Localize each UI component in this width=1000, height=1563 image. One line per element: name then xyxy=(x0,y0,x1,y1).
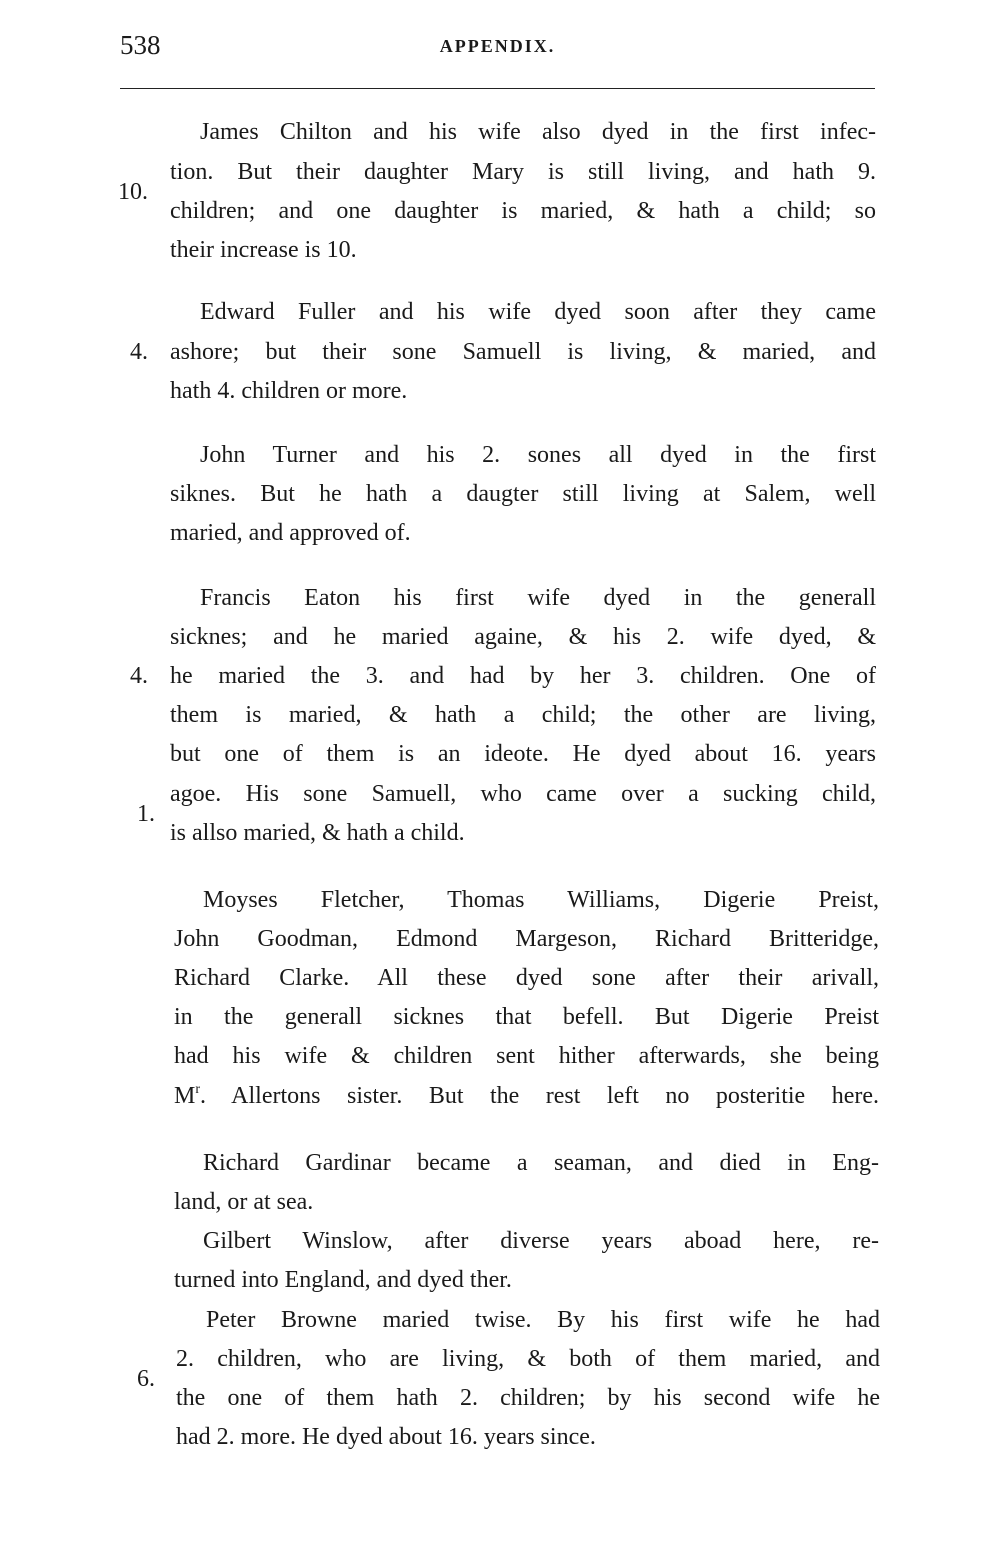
text-line: turned into England, and dyed ther. xyxy=(174,1267,512,1293)
text-line: Peter Browne maried twise. By his first wife he had xyxy=(206,1307,880,1333)
text-line: he maried the 3. and had by her 3. children. One of xyxy=(170,663,876,689)
margin-number: 4. xyxy=(130,339,148,365)
page-header xyxy=(120,30,875,70)
text-line: had 2. more. He dyed about 16. years since. xyxy=(176,1424,596,1450)
margin-number: 4. xyxy=(130,663,148,689)
text-line: Richard Clarke. All these dyed sone after their arivall, xyxy=(174,965,879,991)
text-line: agoe. His sone Samuell, who came over a sucking child, xyxy=(170,781,876,807)
text-line: ashore; but their sone Samuell is living, & maried, and xyxy=(170,339,876,365)
text-line: Richard Gardinar became a seaman, and died in Eng- xyxy=(203,1150,879,1176)
text-line: Moyses Fletcher, Thomas Williams, Digerie Preist, xyxy=(203,887,879,913)
text-line: Gilbert Winslow, after diverse years aboad here, re- xyxy=(203,1228,879,1254)
text-line: had his wife & children sent hither afterwards, she being xyxy=(174,1043,879,1069)
margin-number: 10. xyxy=(118,179,148,205)
running-title: APPENDIX. xyxy=(439,36,556,56)
text-line: siknes. But he hath a daugter still living at Salem, well xyxy=(170,481,876,507)
text-line: but one of them is an ideote. He dyed about 16. years xyxy=(170,741,876,767)
text-line: maried, and approved of. xyxy=(170,520,411,546)
text-line: land, or at sea. xyxy=(174,1189,314,1215)
abbreviation-mr: $M^r$ xyxy=(174,1082,201,1109)
text-line: John Turner and his 2. sones all dyed in the first xyxy=(200,442,876,468)
header-rule xyxy=(120,88,875,89)
text-line: children; and one daughter is maried, & hath a child; so xyxy=(170,198,876,224)
text-line: their increase is 10. xyxy=(170,237,357,263)
text-line: hath 4. children or more. xyxy=(170,378,408,404)
text-line: sicknes; and he maried againe, & his 2. wife dyed, & xyxy=(170,624,876,650)
text-line: the one of them hath 2. children; by his second wife he xyxy=(176,1385,880,1411)
text-line: them is maried, & hath a child; the other are living, xyxy=(170,702,876,728)
margin-number: 6. xyxy=(137,1366,155,1392)
text-line: tion. But their daughter Mary is still living, and hath 9. xyxy=(170,159,876,185)
margin-number: 1. xyxy=(137,801,155,827)
text-line: Edward Fuller and his wife dyed soon after they came xyxy=(200,299,876,325)
text-line: in the generall sicknes that befell. But Digerie Preist xyxy=(174,1004,879,1030)
text-line: John Goodman, Edmond Margeson, Richard Britteridge, xyxy=(174,926,879,952)
text-line: 2. children, who are living, & both of them maried, and xyxy=(176,1346,880,1372)
text-line: $M^r$. Allertons sister. But the rest left no posteritie here. xyxy=(174,1082,879,1109)
page-number: 538 xyxy=(120,30,161,60)
text-line: is allso maried, & hath a child. xyxy=(170,820,465,846)
text-line: James Chilton and his wife also dyed in the first infec- xyxy=(200,119,876,145)
text-line: Francis Eaton his first wife dyed in the generall xyxy=(200,585,876,611)
